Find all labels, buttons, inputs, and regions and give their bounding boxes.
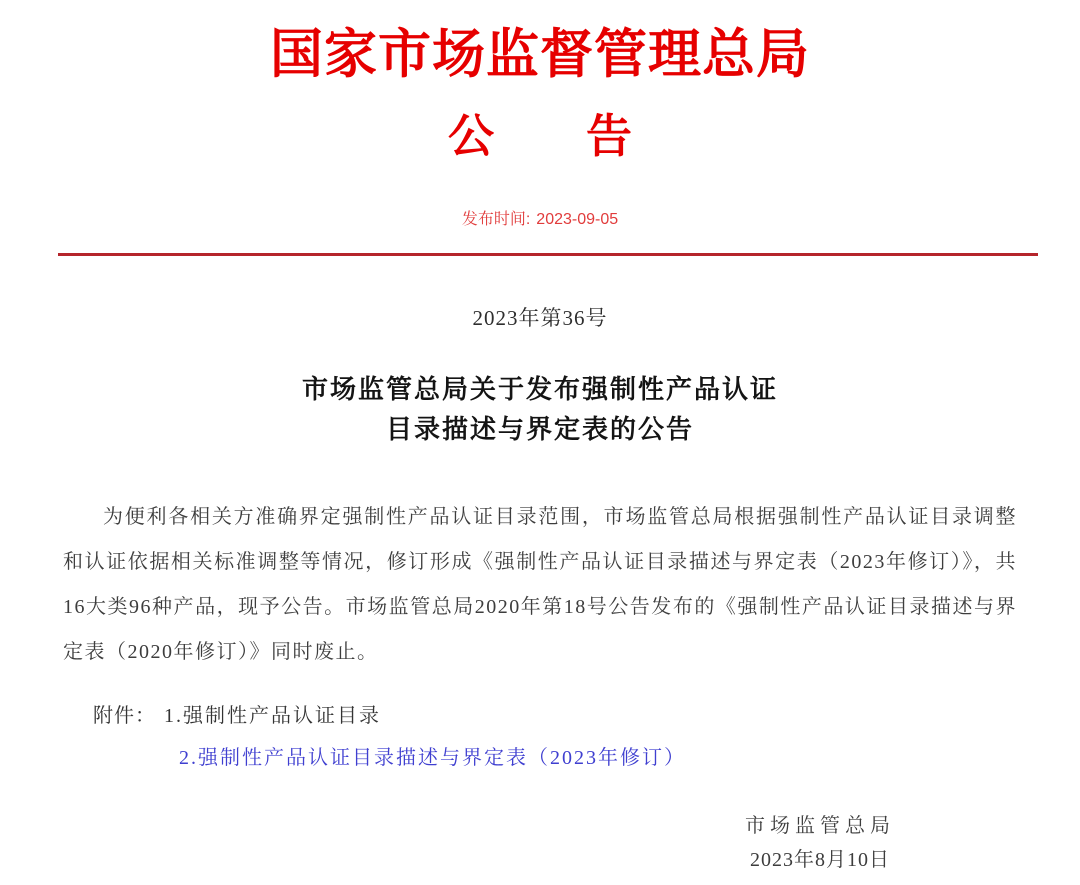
- publish-time: [0, 210, 1080, 230]
- body-paragraph: 为便利各相关方准确界定强制性产品认证目录范围，市场监管总局根据强制性产品认证目录调整和认证依据相关标准调整等情况，修订形成《强制性产品认证目录描述与界定表（2023年修订）》，共16大类96种产品，现予公告。市场监管总局2020年第18号公告发布的《强制性产品认证目录描述与界定表（2020年修订）》同时废止。: [63, 506, 1017, 663]
- agency-title: 国家市场监督管理总局: [270, 26, 810, 84]
- doc-title: [0, 370, 1080, 450]
- doc-title-line2: 目录描述与界定表的公告: [385, 415, 694, 444]
- notice-title: 公 告: [448, 111, 632, 162]
- attachment-item-1: 1.强制性产品认证目录: [164, 705, 381, 727]
- signature-org: 市场监管总局: [745, 815, 895, 837]
- signature-block: [0, 809, 1080, 877]
- doc-title-line1: 市场监管总局关于发布强制性产品认证: [301, 375, 778, 404]
- publish-time-label: 发布时间:: [461, 211, 531, 228]
- attachment-link-2[interactable]: 2.强制性产品认证目录描述与界定表（2023年修订）: [179, 747, 686, 769]
- attachments-list: [164, 695, 686, 779]
- publish-time-value: 2023-09-05: [536, 211, 619, 228]
- attachments-label: 附件：: [93, 705, 156, 727]
- signature-inner: [745, 809, 895, 877]
- attachments-section: [93, 695, 1017, 779]
- red-divider: [58, 253, 1038, 256]
- doc-number: 2023年第36号: [472, 306, 608, 330]
- signature-date: 2023年8月10日: [750, 849, 890, 871]
